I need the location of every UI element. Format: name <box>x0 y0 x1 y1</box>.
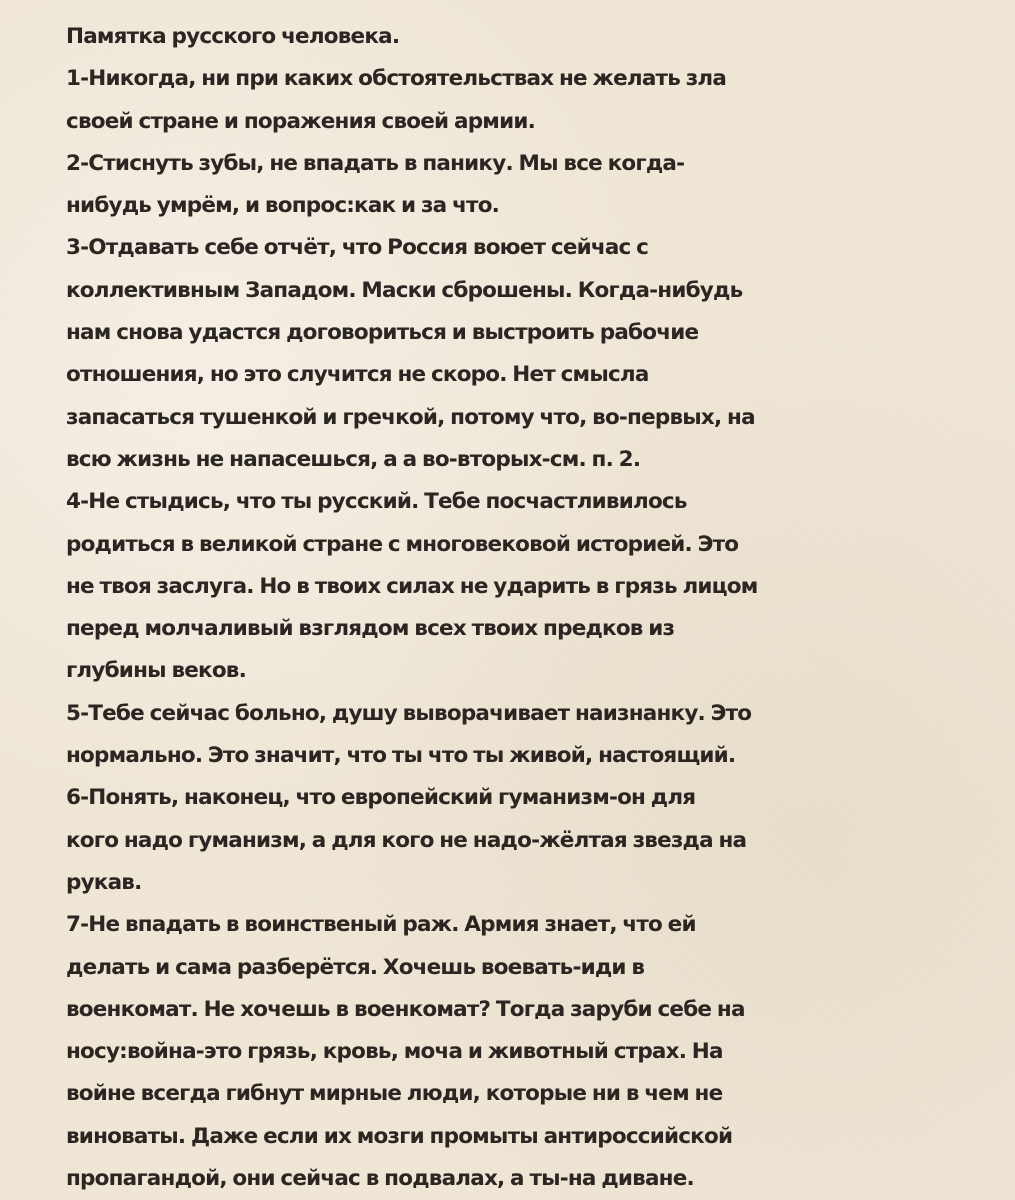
memo-line: носу:война-это грязь, кровь, моча и животный страх. На <box>66 1039 723 1065</box>
memo-document <box>66 16 966 1200</box>
memo-title: Памятка русского человека. <box>66 24 400 49</box>
memo-line: войне всегда гибнут мирные люди, которые ни в чем не <box>66 1081 723 1107</box>
memo-line: нормально. Это значит, что ты что ты живой, настоящий. <box>66 743 736 769</box>
memo-line: 5-Тебе сейчас больно, душу выворачивает наизнанку. Это <box>66 700 752 726</box>
memo-line: 6-Понять, наконец, что европейский гуманизм-он для <box>66 785 696 811</box>
memo-line: коллективным Западом. Маски сброшены. Когда-нибудь <box>66 277 743 303</box>
memo-line: пропагандой, они сейчас в подвалах, а ты-на диване. <box>66 1166 694 1192</box>
memo-line: 3-Отдавать себе отчёт, что Россия воюет сейчас с <box>66 235 649 261</box>
memo-line: родиться в великой стране с многовековой историей. Это <box>66 531 739 557</box>
memo-line: 1-Никогда, ни при каких обстоятельствах не желать зла <box>66 66 727 92</box>
memo-line: перед молчаливый взглядом всех твоих предков из <box>66 616 675 642</box>
memo-line: 7-Не впадать в воинственый раж. Армия знает, что ей <box>66 912 696 938</box>
memo-line: запасаться тушенкой и гречкой, потому что, во-первых, на <box>66 404 755 430</box>
memo-line: всю жизнь не напасешься, а а во-вторых-см. п. 2. <box>66 446 641 472</box>
memo-line: 4-Не стыдись, что ты русский. Тебе посчастливилось <box>66 489 687 515</box>
memo-line: нибудь умрём, и вопрос:как и за что. <box>66 193 500 219</box>
memo-line: делать и сама разберётся. Хочешь воевать-иди в <box>66 954 645 980</box>
memo-line: отношения, но это случится не скоро. Нет смысла <box>66 362 649 388</box>
memo-line: военкомат. Не хочешь в военкомат? Тогда заруби себе на <box>66 996 745 1022</box>
memo-line: виноваты. Даже если их мозги промыты антироссийской <box>66 1123 733 1149</box>
memo-line: рукав. <box>66 869 142 895</box>
memo-line: не твоя заслуга. Но в твоих силах не ударить в грязь лицом <box>66 573 758 599</box>
memo-line: 2-Стиснуть зубы, не впадать в панику. Мы все когда- <box>66 150 685 176</box>
memo-line: глубины веков. <box>66 658 246 684</box>
memo-line: своей стране и поражения своей армии. <box>66 108 535 134</box>
memo-line: нам снова удастся договориться и выстроить рабочие <box>66 320 699 346</box>
memo-line: кого надо гуманизм, а для кого не надо-жёлтая звезда на <box>66 827 747 853</box>
